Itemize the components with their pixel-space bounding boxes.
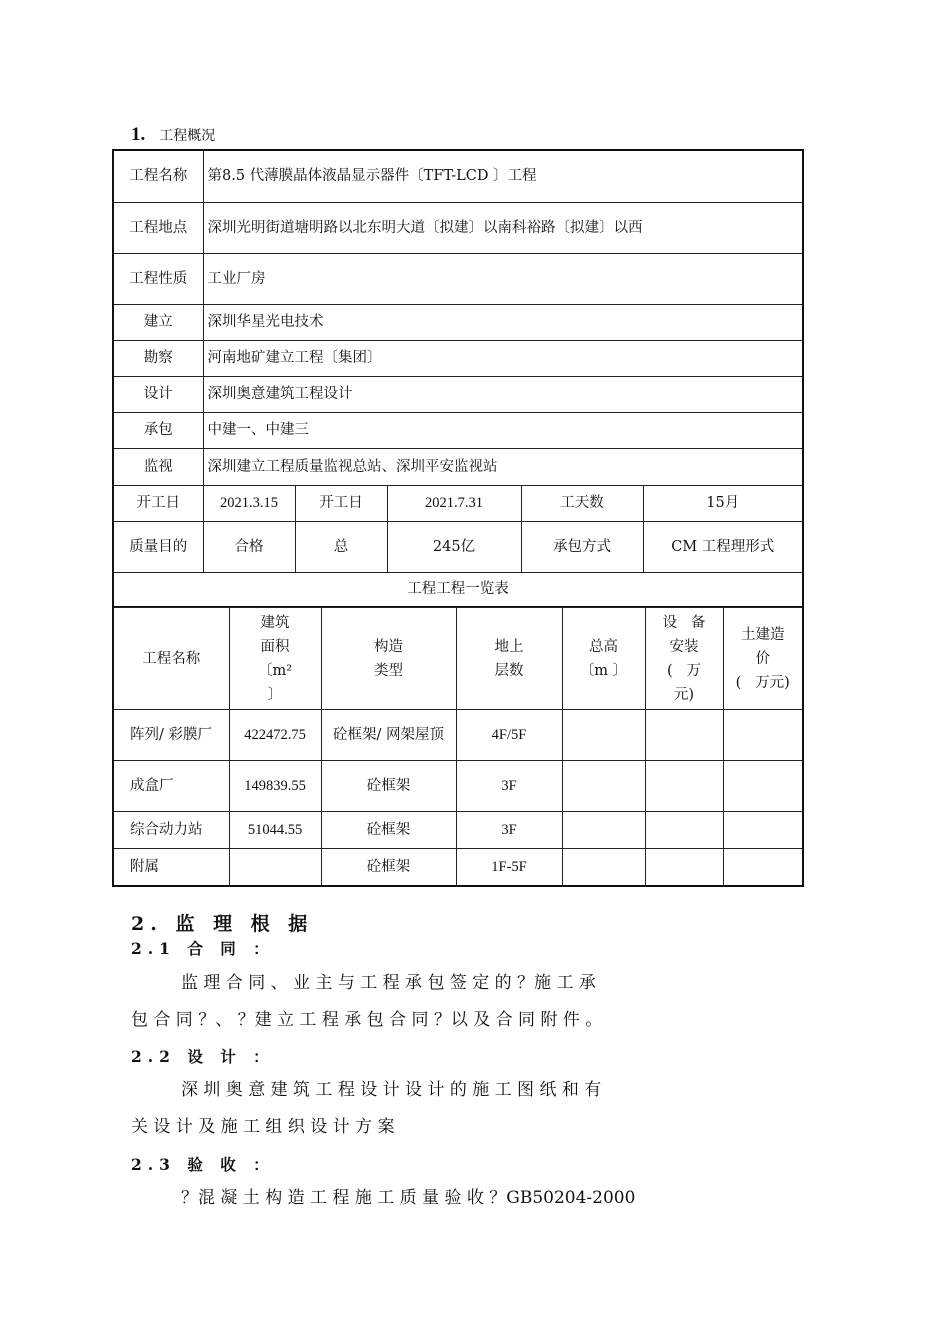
header-structure-line: 构造 — [374, 638, 403, 655]
section21-line: 包 合 同 ？、 ？建 立 工 程 承 包 合 同 ？以 及 合 同 附 件 。 — [131, 1010, 603, 1030]
name-label: 工程名称 — [113, 150, 203, 202]
row-design — [113, 376, 803, 412]
header-height — [562, 608, 645, 710]
row-dates — [113, 485, 803, 521]
header-equipment-line: ( 万 — [667, 662, 701, 679]
projects-header-row — [113, 608, 803, 710]
row-contract — [113, 412, 803, 448]
project-floors: 3F — [456, 761, 562, 812]
project-name: 成盒厂 — [113, 761, 229, 812]
project-floors: 3F — [456, 812, 562, 849]
project-area: 422472.75 — [229, 710, 321, 761]
project-structure: 砼框架 — [321, 761, 456, 812]
project-name: 附属 — [113, 849, 229, 886]
nature-value: 工业厂房 — [203, 253, 803, 304]
project-equipment — [645, 710, 723, 761]
days-label: 工天数 — [521, 485, 643, 521]
quality-value: 合格 — [203, 521, 295, 572]
row-survey — [113, 340, 803, 376]
monitor-label: 监视 — [113, 448, 203, 485]
header-area-line: 〔m² — [257, 662, 293, 679]
project-height — [562, 710, 645, 761]
project-name: 综合动力站 — [113, 812, 229, 849]
header-equipment-line: 安装 — [669, 638, 699, 655]
section1-heading — [131, 124, 215, 146]
nature-label: 工程性质 — [113, 253, 203, 304]
section23-title: 2.3 验 收 ： — [131, 1155, 275, 1174]
header-floors-line: 层数 — [494, 662, 524, 679]
project-structure: 砼框架 — [321, 849, 456, 886]
mode-value: CM 工程理形式 — [643, 521, 803, 572]
build-value: 深圳华星光电技术 — [203, 304, 803, 340]
project-floors: 4F/5F — [456, 710, 562, 761]
header-area-line: 建筑 — [260, 614, 290, 631]
monitor-value: 深圳建立工程质量监视总站、深圳平安监视站 — [203, 448, 803, 485]
name-value: 第8.5 代薄膜晶体液晶显示器件〔TFT-LCD 〕工程 — [203, 150, 803, 202]
header-civil-line: ( 万元) — [735, 674, 790, 691]
header-equipment-line: 元) — [673, 686, 695, 703]
survey-value: 河南地矿建立工程〔集团〕 — [203, 340, 803, 376]
header-height-line: 〔m 〕 — [579, 662, 628, 679]
header-structure-line: 类型 — [374, 662, 403, 679]
header-civil-line: 土建造 — [741, 626, 785, 643]
total-label: 总 — [295, 521, 387, 572]
project-civil — [723, 761, 803, 812]
header-area — [229, 608, 321, 710]
project-civil — [723, 812, 803, 849]
contract-label: 承包 — [113, 412, 203, 448]
section23-line: ？混 凝 土 构 造 工 程 施 工 质 量 验 收 ？GB50204-2000 — [181, 1188, 636, 1208]
row-monitor — [113, 448, 803, 485]
row-name — [113, 150, 803, 202]
header-floors — [456, 608, 562, 710]
header-height-line: 总高 — [589, 638, 618, 655]
project-structure: 砼框架/ 网架屋顶 — [321, 710, 456, 761]
header-area-line: 〕 — [267, 686, 283, 703]
site-label: 工程地点 — [113, 202, 203, 253]
survey-label: 勘察 — [113, 340, 203, 376]
days-value: 15月 — [643, 485, 803, 521]
header-structure — [321, 608, 456, 710]
project-height — [562, 849, 645, 886]
table-row — [113, 849, 803, 886]
header-area-line: 面积 — [260, 638, 290, 655]
section21-line: 监 理 合 同 、 业 主 与 工 程 承 包 签 定 的 ？施 工 承 — [181, 973, 596, 993]
project-area — [229, 849, 321, 886]
section21-body — [131, 965, 821, 1039]
project-equipment — [645, 761, 723, 812]
section21-title: 2.1 合 同 ： — [131, 939, 275, 958]
mode-label: 承包方式 — [521, 521, 643, 572]
projects-table — [112, 607, 804, 887]
project-civil — [723, 849, 803, 886]
project-height — [562, 761, 645, 812]
table-row — [113, 710, 803, 761]
finish-value: 2021.7.31 — [387, 485, 521, 521]
project-floors: 1F-5F — [456, 849, 562, 886]
project-equipment — [645, 849, 723, 886]
project-height — [562, 812, 645, 849]
list-title: 工程工程一览表 — [113, 572, 803, 607]
section23-body — [131, 1180, 821, 1217]
table-row — [113, 761, 803, 812]
design-label: 设计 — [113, 376, 203, 412]
overview-table — [112, 149, 804, 608]
section22-line: 深 圳 奥 意 建 筑 工 程 设 计 设 计 的 施 工 图 纸 和 有 — [181, 1080, 602, 1100]
header-floors-line: 地上 — [494, 638, 524, 655]
site-value: 深圳光明街道塘明路以北东明大道〔拟建〕以南科裕路〔拟建〕以西 — [203, 202, 803, 253]
start-value: 2021.3.15 — [203, 485, 295, 521]
section22-body — [131, 1072, 821, 1146]
quality-label: 质量目的 — [113, 521, 203, 572]
row-quality — [113, 521, 803, 572]
section1-title: 工程概况 — [159, 128, 216, 144]
project-area: 149839.55 — [229, 761, 321, 812]
section22-line: 关 设 计 及 施 工 组 织 设 计 方 案 — [131, 1117, 395, 1137]
design-value: 深圳奥意建筑工程设计 — [203, 376, 803, 412]
start-label: 开工日 — [113, 485, 203, 521]
header-civil — [723, 608, 803, 710]
total-value: 245亿 — [387, 521, 521, 572]
header-name: 工程名称 — [113, 608, 229, 710]
row-site — [113, 202, 803, 253]
row-build — [113, 304, 803, 340]
build-label: 建立 — [113, 304, 203, 340]
header-equipment-line: 设 备 — [662, 614, 706, 631]
section1-number: 1. — [131, 124, 146, 145]
section22-title: 2.2 设 计 ： — [131, 1047, 275, 1066]
contract-value: 中建一、中建三 — [203, 412, 803, 448]
finish-label: 开工日 — [295, 485, 387, 521]
project-structure: 砼框架 — [321, 812, 456, 849]
section2-title: 2. 监 理 根 据 — [131, 913, 314, 935]
row-list-title — [113, 572, 803, 607]
header-equipment — [645, 608, 723, 710]
project-name: 阵列/ 彩膜厂 — [113, 710, 229, 761]
table-row — [113, 812, 803, 849]
row-nature — [113, 253, 803, 304]
header-civil-line: 价 — [755, 650, 770, 667]
project-area: 51044.55 — [229, 812, 321, 849]
project-equipment — [645, 812, 723, 849]
project-civil — [723, 710, 803, 761]
